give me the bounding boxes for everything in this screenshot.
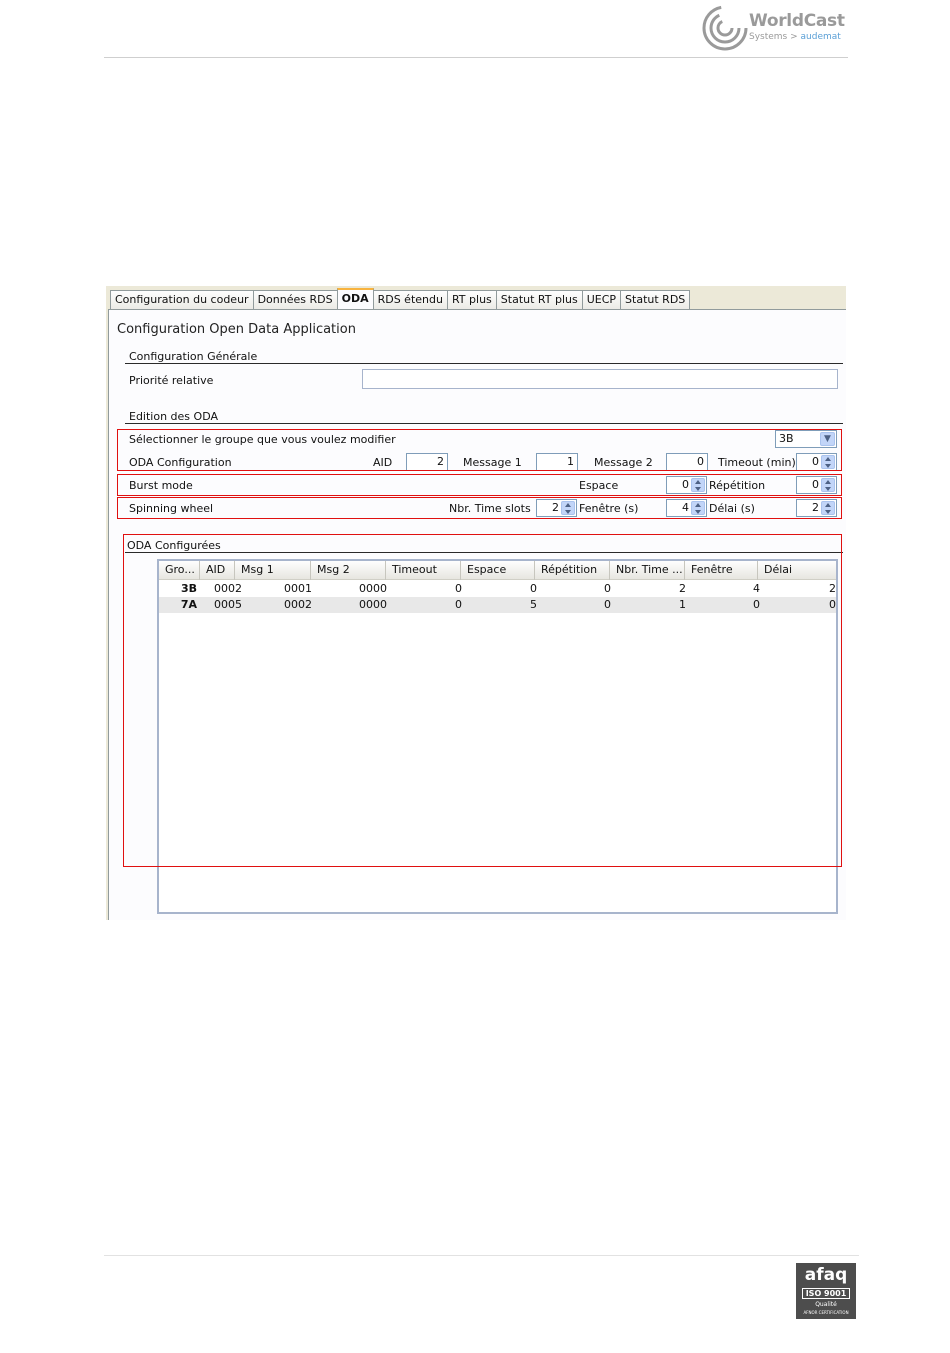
aid-label: AID — [373, 456, 393, 469]
repetition-value: 0 — [812, 478, 819, 491]
cell-fenetre: 4 — [753, 582, 760, 595]
espace-value: 0 — [682, 478, 689, 491]
col-msg1[interactable]: Msg 1 — [235, 561, 311, 580]
footer-divider — [104, 1255, 859, 1256]
col-delai[interactable]: Délai — [764, 563, 793, 576]
tab-statut-rds[interactable]: Statut RDS — [620, 290, 690, 309]
col-fenetre[interactable]: Fenêtre — [685, 561, 758, 580]
col-msg2[interactable]: Msg 2 — [311, 561, 386, 580]
section-edition-title: Edition des ODA — [129, 410, 218, 423]
cell-msg2: 0000 — [359, 598, 387, 611]
tab-bar — [110, 290, 689, 310]
cell-time-slots: 1 — [679, 598, 686, 611]
burst-mode-label: Burst mode — [129, 479, 193, 492]
highlight-group-selection — [117, 429, 842, 471]
tab-donnees-rds[interactable]: Données RDS — [253, 290, 338, 309]
cell-aid: 0002 — [214, 582, 242, 595]
header-divider — [104, 57, 848, 58]
message2-field[interactable]: 0 — [666, 453, 708, 471]
cell-msg1: 0002 — [284, 598, 312, 611]
cell-espace: 0 — [530, 582, 537, 595]
cell-group: 7A — [180, 598, 197, 611]
message1-field[interactable]: 1 — [536, 453, 578, 471]
delai-value: 2 — [812, 501, 819, 514]
section-general-title: Configuration Générale — [129, 350, 258, 363]
chevron-down-icon[interactable]: ▼ — [820, 432, 835, 446]
message1-label: Message 1 — [463, 456, 522, 469]
oda-config-label: ODA Configuration — [129, 456, 232, 469]
cell-timeout: 0 — [455, 582, 462, 595]
col-time-slots[interactable]: Nbr. Time ... — [610, 561, 685, 580]
highlight-burst-mode — [117, 474, 842, 496]
afaq-standard: ISO 9001 — [802, 1288, 850, 1299]
tab-uecp[interactable]: UECP — [582, 290, 621, 309]
cell-delai: 2 — [829, 582, 836, 595]
tab-statut-rt-plus[interactable]: Statut RT plus — [496, 290, 583, 309]
cell-fenetre: 0 — [753, 598, 760, 611]
tab-rds-etendu[interactable]: RDS étendu — [373, 290, 448, 309]
timeout-value: 0 — [812, 455, 819, 468]
group-select-value: 3B — [779, 432, 794, 445]
priority-field[interactable] — [362, 369, 838, 389]
highlight-spinning-wheel — [117, 497, 842, 519]
cell-time-slots: 2 — [679, 582, 686, 595]
oda-config-window — [106, 286, 846, 920]
tab-oda[interactable]: ODA — [337, 288, 374, 309]
afaq-label: Qualité — [815, 1301, 837, 1308]
section-edition-rule — [125, 423, 843, 424]
fenetre-label: Fenêtre (s) — [579, 502, 639, 515]
afaq-brand: afaq — [804, 1265, 848, 1285]
worldcast-swirl-icon — [702, 5, 748, 51]
col-group[interactable]: Gro... — [159, 561, 200, 580]
aid-field[interactable]: 2 — [406, 453, 448, 471]
tab-configuration-codeur[interactable]: Configuration du codeur — [110, 290, 254, 309]
highlight-configured-table — [123, 534, 842, 867]
logo-brand: WorldCast — [749, 11, 845, 31]
message2-label: Message 2 — [594, 456, 653, 469]
time-slots-label: Nbr. Time slots — [449, 502, 531, 515]
cell-delai: 0 — [829, 598, 836, 611]
col-aid[interactable]: AID — [200, 561, 235, 580]
col-timeout[interactable]: Timeout — [386, 561, 461, 580]
time-slots-value: 2 — [552, 501, 559, 514]
section-configured-title: ODA Configurées — [127, 539, 221, 552]
timeout-label: Timeout (min) — [718, 456, 796, 469]
cell-repetition: 0 — [604, 598, 611, 611]
cell-timeout: 0 — [455, 598, 462, 611]
panel-title: Configuration Open Data Application — [117, 322, 356, 337]
repetition-label: Répétition — [709, 479, 766, 492]
cell-aid: 0005 — [214, 598, 242, 611]
oda-panel — [108, 309, 846, 920]
section-general-rule — [125, 363, 843, 364]
afaq-small: AFNOR CERTIFICATION — [803, 1310, 849, 1315]
col-espace[interactable]: Espace — [461, 561, 535, 580]
cell-repetition: 0 — [604, 582, 611, 595]
spinning-wheel-label: Spinning wheel — [129, 502, 214, 515]
worldcast-logo — [702, 5, 852, 53]
select-group-label: Sélectionner le groupe que vous voulez modifier — [129, 433, 396, 446]
afaq-iso-badge — [796, 1263, 856, 1319]
espace-label: Espace — [579, 479, 619, 492]
cell-msg1: 0001 — [284, 582, 312, 595]
cell-group: 3B — [180, 582, 197, 595]
col-repetition[interactable]: Répétition — [535, 561, 610, 580]
cell-msg2: 0000 — [359, 582, 387, 595]
logo-tagline: Systems > audemat — [749, 32, 841, 42]
priority-label: Priorité relative — [129, 374, 214, 387]
fenetre-value: 4 — [682, 501, 689, 514]
tab-rt-plus[interactable]: RT plus — [447, 290, 497, 309]
delai-label: Délai (s) — [709, 502, 755, 515]
cell-espace: 5 — [530, 598, 537, 611]
